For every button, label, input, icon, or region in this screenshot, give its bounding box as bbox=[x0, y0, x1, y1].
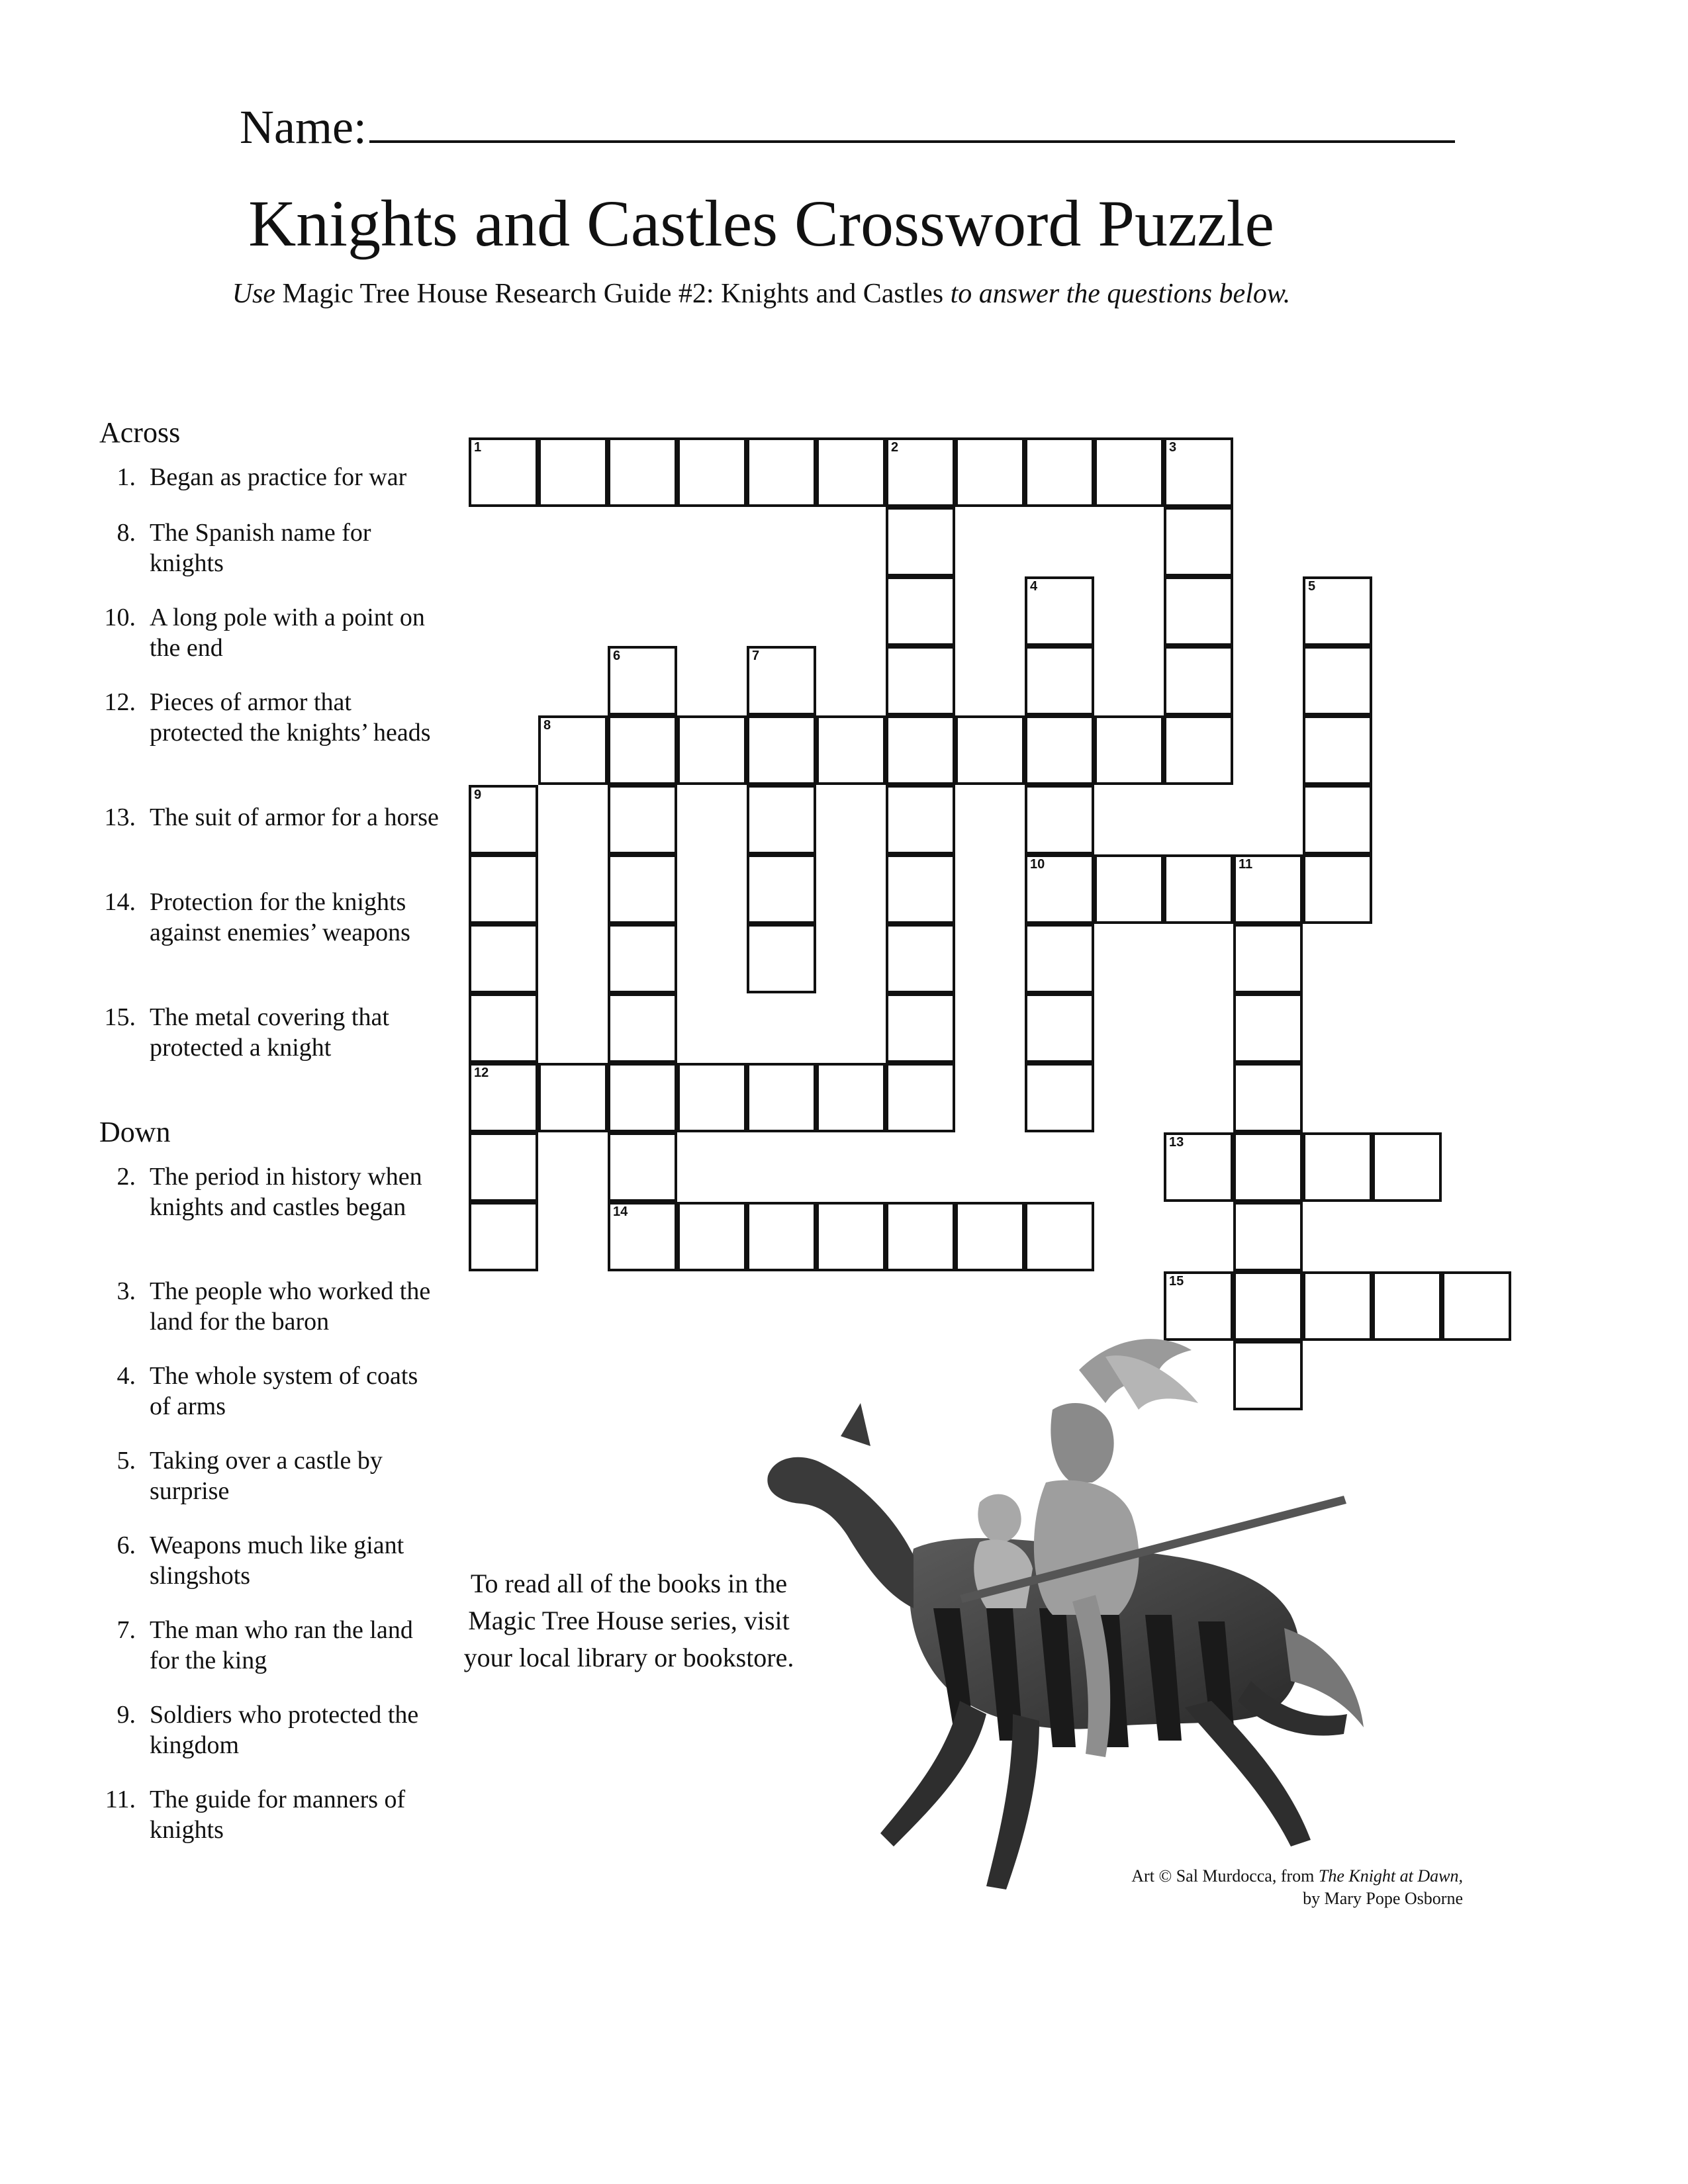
grid-cell[interactable] bbox=[1025, 715, 1094, 785]
grid-cell[interactable] bbox=[886, 507, 955, 576]
grid-cell[interactable] bbox=[1025, 924, 1094, 993]
across-clue-1: 1. Began as practice for war bbox=[117, 463, 407, 491]
grid-cell[interactable] bbox=[608, 1202, 677, 1271]
grid-cell[interactable] bbox=[538, 437, 608, 507]
grid-cell[interactable] bbox=[1164, 854, 1233, 924]
clue-number-15: 15 bbox=[1169, 1274, 1184, 1289]
grid-cell[interactable] bbox=[955, 715, 1025, 785]
grid-cell[interactable] bbox=[886, 646, 955, 715]
grid-cell[interactable] bbox=[886, 1202, 955, 1271]
grid-cell[interactable] bbox=[469, 993, 538, 1063]
grid-cell[interactable] bbox=[1233, 854, 1303, 924]
grid-cell[interactable] bbox=[469, 924, 538, 993]
grid-cell[interactable] bbox=[469, 785, 538, 854]
grid-cell[interactable] bbox=[608, 715, 677, 785]
grid-cell[interactable] bbox=[469, 437, 538, 507]
grid-cell[interactable] bbox=[955, 437, 1025, 507]
across-clue-8: 8. The Spanish name for knights bbox=[117, 519, 371, 577]
grid-cell[interactable] bbox=[747, 437, 816, 507]
name-label: Name: bbox=[240, 101, 367, 154]
grid-cell[interactable] bbox=[469, 1063, 538, 1132]
down-clue-11: 11. The guide for manners of knights bbox=[105, 1786, 406, 1844]
instructions-rest: to answer the questions below. bbox=[950, 279, 1291, 309]
grid-cell[interactable] bbox=[816, 437, 886, 507]
clue-number-7: 7 bbox=[752, 649, 760, 663]
grid-cell[interactable] bbox=[1025, 993, 1094, 1063]
grid-cell[interactable] bbox=[608, 993, 677, 1063]
grid-cell[interactable] bbox=[886, 437, 955, 507]
clue-number-13: 13 bbox=[1169, 1135, 1184, 1150]
grid-cell[interactable] bbox=[886, 576, 955, 646]
instructions-use: Use bbox=[232, 279, 276, 309]
grid-cell[interactable] bbox=[608, 785, 677, 854]
grid-cell[interactable] bbox=[747, 1202, 816, 1271]
credit-book-title: The Knight at Dawn, bbox=[1318, 1866, 1463, 1886]
clue-number-3: 3 bbox=[1169, 440, 1177, 455]
grid-cell[interactable] bbox=[1164, 507, 1233, 576]
clue-number-4: 4 bbox=[1030, 579, 1038, 594]
grid-cell[interactable] bbox=[1025, 854, 1094, 924]
grid-cell[interactable] bbox=[886, 854, 955, 924]
grid-cell[interactable] bbox=[1164, 715, 1233, 785]
grid-cell[interactable] bbox=[1303, 785, 1372, 854]
grid-cell[interactable] bbox=[1233, 993, 1303, 1063]
across-heading: Across bbox=[99, 416, 181, 449]
clue-number-12: 12 bbox=[474, 1066, 489, 1080]
grid-cell[interactable] bbox=[886, 1063, 955, 1132]
grid-cell[interactable] bbox=[747, 924, 816, 993]
down-clue-9: 9. Soldiers who protected the kingdom bbox=[117, 1701, 419, 1759]
grid-cell[interactable] bbox=[608, 1063, 677, 1132]
grid-cell[interactable] bbox=[886, 993, 955, 1063]
knight-on-horse-illustration bbox=[761, 1330, 1370, 1913]
grid-cell[interactable] bbox=[677, 1063, 747, 1132]
grid-cell[interactable] bbox=[816, 715, 886, 785]
grid-cell[interactable] bbox=[677, 1202, 747, 1271]
down-clue-5: 5. Taking over a castle by surprise bbox=[117, 1447, 383, 1505]
down-clue-7: 7. The man who ran the land for the king bbox=[117, 1616, 413, 1674]
clue-number-6: 6 bbox=[613, 649, 621, 663]
library-note: To read all of the books in the Magic Tree House series, visit your local library or bookstore. bbox=[463, 1569, 794, 1672]
name-blank-line[interactable] bbox=[369, 99, 1455, 143]
grid-cell[interactable] bbox=[1372, 1271, 1442, 1341]
grid-cell[interactable] bbox=[1164, 646, 1233, 715]
clue-number-9: 9 bbox=[474, 788, 482, 802]
grid-cell[interactable] bbox=[677, 715, 747, 785]
grid-cell[interactable] bbox=[1233, 1202, 1303, 1271]
grid-cell[interactable] bbox=[1233, 1063, 1303, 1132]
clue-number-11: 11 bbox=[1239, 857, 1253, 872]
grid-cell[interactable] bbox=[1303, 715, 1372, 785]
name-field[interactable] bbox=[240, 99, 1455, 154]
grid-cell[interactable] bbox=[1025, 646, 1094, 715]
crossword-grid bbox=[470, 439, 1529, 1432]
grid-cell[interactable] bbox=[747, 646, 816, 715]
clue-number-1: 1 bbox=[474, 440, 482, 455]
grid-cell[interactable] bbox=[1094, 854, 1164, 924]
grid-cell[interactable] bbox=[747, 854, 816, 924]
grid-cell[interactable] bbox=[469, 1132, 538, 1202]
credit-author: by Mary Pope Osborne bbox=[1303, 1889, 1463, 1908]
grid-cell[interactable] bbox=[1372, 1132, 1442, 1202]
page-title: Knights and Castles Crossword Puzzle bbox=[248, 187, 1274, 260]
grid-cell[interactable] bbox=[955, 1202, 1025, 1271]
grid-cell[interactable] bbox=[538, 1063, 608, 1132]
grid-cell[interactable] bbox=[1025, 785, 1094, 854]
instructions-book-title: Magic Tree House Research Guide #2: Knights and Castles bbox=[282, 279, 944, 309]
grid-cell[interactable] bbox=[608, 437, 677, 507]
grid-cell[interactable] bbox=[816, 1063, 886, 1132]
down-clue-3: 3. The people who worked the land for the baron bbox=[117, 1277, 431, 1336]
grid-cell[interactable] bbox=[1303, 576, 1372, 646]
grid-cell[interactable] bbox=[469, 1202, 538, 1271]
grid-cell[interactable] bbox=[1025, 437, 1094, 507]
grid-cell[interactable] bbox=[538, 715, 608, 785]
grid-cell[interactable] bbox=[608, 854, 677, 924]
grid-cell[interactable] bbox=[1025, 1202, 1094, 1271]
grid-cell[interactable] bbox=[747, 715, 816, 785]
down-heading: Down bbox=[99, 1116, 171, 1148]
grid-cell[interactable] bbox=[1303, 1132, 1372, 1202]
instructions bbox=[0, 278, 1523, 310]
grid-cell[interactable] bbox=[886, 924, 955, 993]
grid-cell[interactable] bbox=[1094, 437, 1164, 507]
down-clue-4: 4. The whole system of coats of arms bbox=[117, 1362, 418, 1420]
clue-number-8: 8 bbox=[543, 718, 551, 733]
across-clue-10: 10. A long pole with a point on the end bbox=[104, 604, 425, 662]
art-credit bbox=[960, 1865, 1463, 1910]
grid-cell[interactable] bbox=[1164, 437, 1233, 507]
across-clue-14: 14. Protection for the knights against enemies’ weapons bbox=[104, 888, 410, 946]
grid-cell[interactable] bbox=[1303, 854, 1372, 924]
grid-cell[interactable] bbox=[1442, 1271, 1511, 1341]
grid-cell[interactable] bbox=[608, 924, 677, 993]
grid-cell[interactable] bbox=[747, 785, 816, 854]
across-clue-12: 12. Pieces of armor that protected the knights’ heads bbox=[104, 688, 431, 747]
grid-cell[interactable] bbox=[1025, 576, 1094, 646]
grid-cell[interactable] bbox=[1164, 576, 1233, 646]
grid-cell[interactable] bbox=[608, 1132, 677, 1202]
grid-cell[interactable] bbox=[1233, 924, 1303, 993]
across-clue-13: 13. The suit of armor for a horse bbox=[104, 803, 439, 831]
down-clue-2: 2. The period in history when knights and castles began bbox=[117, 1163, 422, 1221]
down-clue-6: 6. Weapons much like giant slingshots bbox=[117, 1531, 404, 1590]
credit-prefix: Art © Sal Murdocca, from bbox=[1131, 1866, 1315, 1886]
grid-cell[interactable] bbox=[469, 854, 538, 924]
clue-number-10: 10 bbox=[1030, 857, 1045, 872]
grid-cell[interactable] bbox=[1094, 715, 1164, 785]
grid-cell[interactable] bbox=[677, 437, 747, 507]
clue-number-2: 2 bbox=[891, 440, 899, 455]
grid-cell[interactable] bbox=[1233, 1132, 1303, 1202]
grid-cell[interactable] bbox=[886, 785, 955, 854]
grid-cell[interactable] bbox=[886, 715, 955, 785]
grid-cell[interactable] bbox=[1164, 1132, 1233, 1202]
grid-cell[interactable] bbox=[608, 646, 677, 715]
grid-cell[interactable] bbox=[1303, 646, 1372, 715]
across-clue-15: 15. The metal covering that protected a knight bbox=[104, 1003, 389, 1062]
clue-number-14: 14 bbox=[613, 1205, 628, 1219]
grid-cell[interactable] bbox=[1025, 1063, 1094, 1132]
grid-cell[interactable] bbox=[747, 1063, 816, 1132]
clue-number-5: 5 bbox=[1308, 579, 1316, 594]
grid-cell[interactable] bbox=[816, 1202, 886, 1271]
